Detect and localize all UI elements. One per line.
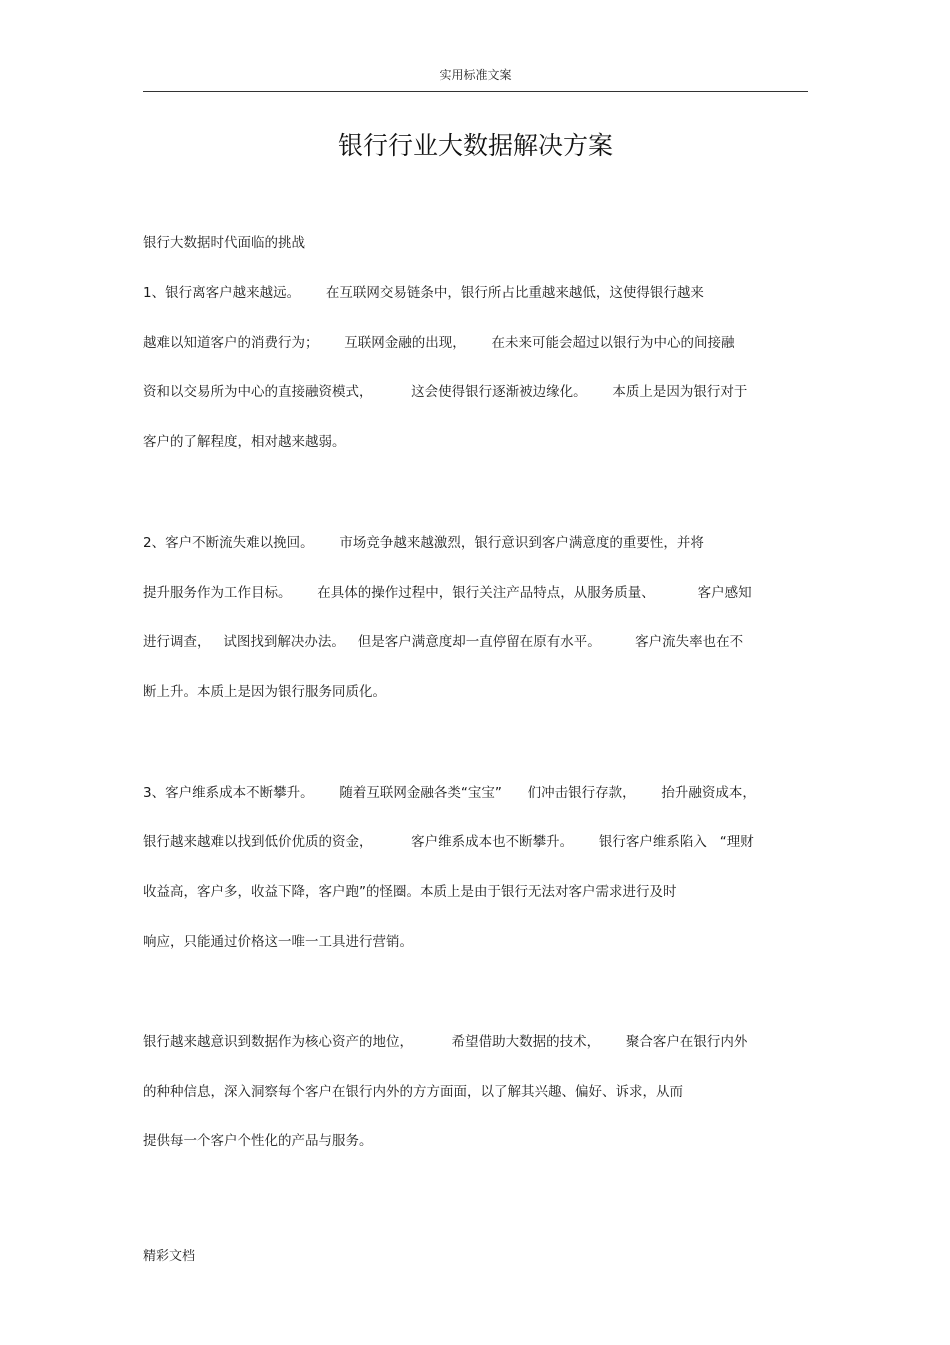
paragraph-1-line-4: 客户的了解程度，相对越来越弱。 [143, 434, 346, 450]
paragraph-2-line-1: 2、客户不断流失难以挽回。 市场竞争越来越激烈，银行意识到客户满意度的重要性，并将 [143, 535, 704, 551]
paragraph-1-line-3: 资和以交易所为中心的直接融资模式， 这会使得银行逐渐被边缘化。 本质上是因为银行对于 [143, 384, 748, 400]
paragraph-3-line-2: 银行越来越难以找到低价优质的资金， 客户维系成本也不断攀升。 银行客户维系陷入 “理财 [143, 834, 754, 850]
paragraph-2-line-3: 进行调查， 试图找到解决办法。 但是客户满意度却一直停留在原有水平。 客户流失率也在不 [143, 634, 744, 650]
paragraph-3-line-3: 收益高，客户多，收益下降，客户跑”的怪圈。本质上是由于银行无法对客户需求进行及时 [143, 884, 677, 900]
paragraph-2-line-4: 断上升。本质上是因为银行服务同质化。 [143, 684, 386, 700]
paragraph-4-line-1: 银行越来越意识到数据作为核心资产的地位， 希望借助大数据的技术， 聚合客户在银行内外 [143, 1034, 748, 1050]
paragraph-4-line-2: 的种种信息，深入洞察每个客户在银行内外的方方面面，以了解其兴趣、偏好、诉求，从而 [143, 1084, 683, 1100]
page-header: 实用标准文案 [439, 68, 512, 82]
paragraph-3-line-4: 响应，只能通过价格这一唯一工具进行营销。 [143, 934, 413, 950]
document-title: 银行行业大数据解决方案 [337, 131, 613, 160]
paragraph-2-line-2: 提升服务作为工作目标。 在具体的操作过程中，银行关注产品特点，从服务质量、 客户感知 [143, 585, 752, 601]
section-heading: 银行大数据时代面临的挑战 [143, 235, 305, 251]
paragraph-4-line-3: 提供每一个客户个性化的产品与服务。 [143, 1133, 373, 1149]
paragraph-3-line-1: 3、客户维系成本不断攀升。 随着互联网金融各类“宝宝” 们冲击银行存款， 抬升融资成本， [143, 785, 756, 801]
header-rule [143, 91, 808, 92]
paragraph-1-line-2: 越难以知道客户的消费行为； 互联网金融的出现， 在未来可能会超过以银行为中心的间接融 [143, 335, 735, 351]
paragraph-1-line-1: 1、银行离客户越来越远。 在互联网交易链条中，银行所占比重越来越低，这使得银行越来 [143, 285, 704, 301]
page-footer: 精彩文档 [143, 1249, 196, 1264]
